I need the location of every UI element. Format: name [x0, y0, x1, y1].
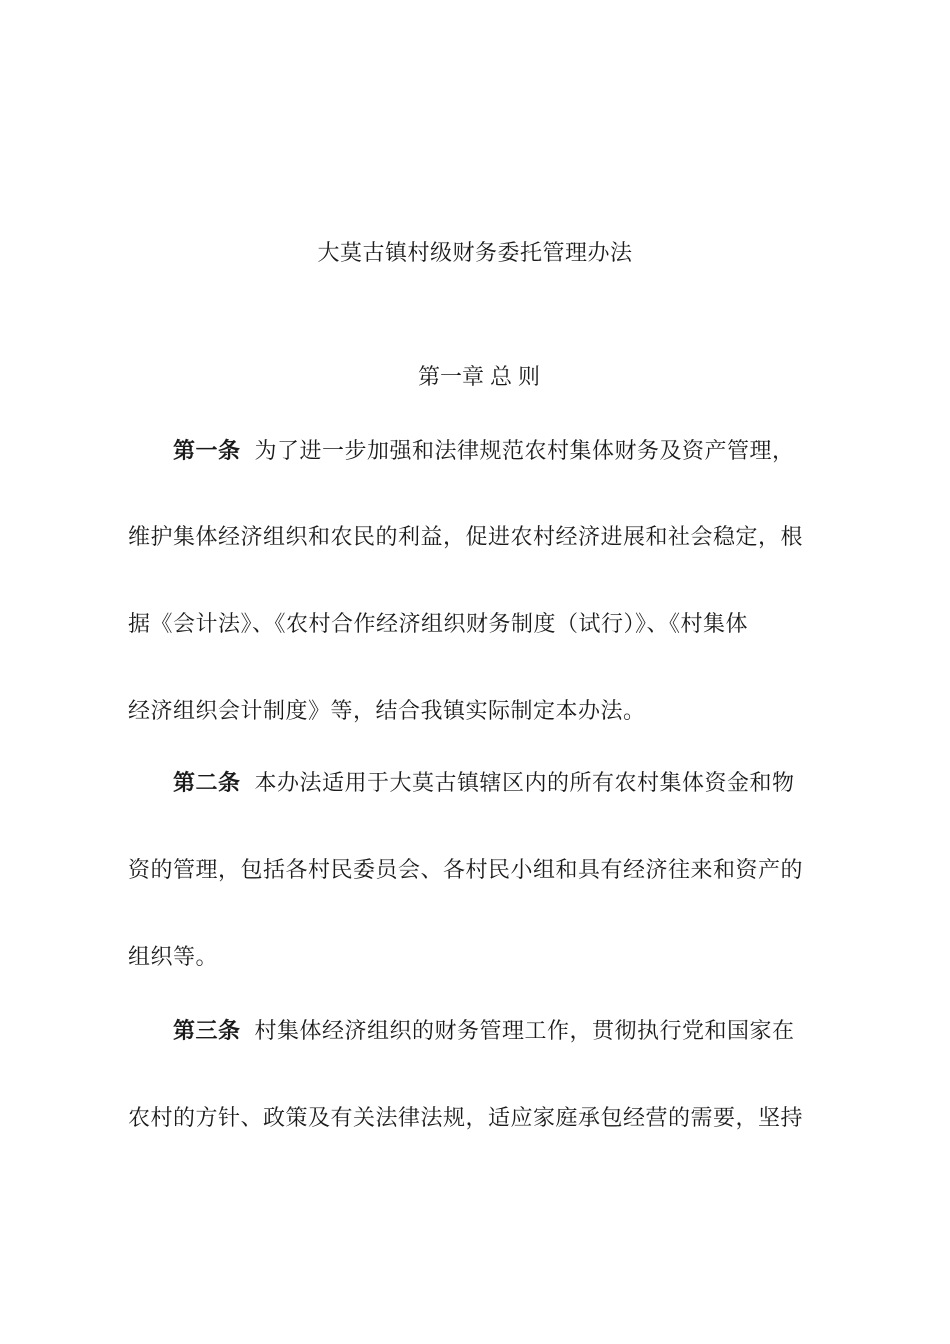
- paragraph-line: [173, 1016, 795, 1048]
- article-label: 第三条: [173, 1019, 241, 1044]
- paragraph-text: 本办法适用于大莫古镇辖区内的所有农村集体资金和物: [254, 771, 795, 796]
- chapter-word-1: 总: [489, 365, 512, 390]
- paragraph-text: 为了进一步加强和法律规范农村集体财务及资产管理，: [254, 439, 795, 464]
- article-label: 第一条: [173, 439, 241, 464]
- paragraph-line: 据《会计法》、《农村合作经济组织财务制度（试行）》、《村集体: [128, 612, 749, 637]
- paragraph-line: [173, 436, 795, 468]
- chapter-number: 第一章: [417, 365, 484, 390]
- paragraph-line: 组织等。: [128, 945, 219, 970]
- chapter-word-2: 则: [518, 365, 541, 390]
- paragraph-line: 农村的方针、政策及有关法律法规，适应家庭承包经营的需要，坚持: [128, 1106, 804, 1131]
- paragraph-line: 资的管理，包括各村民委员会、各村民小组和具有经济往来和资产的: [128, 858, 804, 883]
- paragraph-line: 维护集体经济组织和农民的利益，促进农村经济进展和社会稳定，根: [128, 525, 804, 550]
- paragraph-line: [173, 768, 795, 800]
- paragraph-text: 村集体经济组织的财务管理工作，贯彻执行党和国家在: [254, 1019, 795, 1044]
- article-label: 第二条: [173, 771, 241, 796]
- paragraph-line: 经济组织会计制度》等，结合我镇实际制定本办法。: [128, 699, 646, 724]
- document-title: 大莫古镇村级财务委托管理办法: [317, 241, 633, 266]
- chapter-heading: [0, 362, 950, 394]
